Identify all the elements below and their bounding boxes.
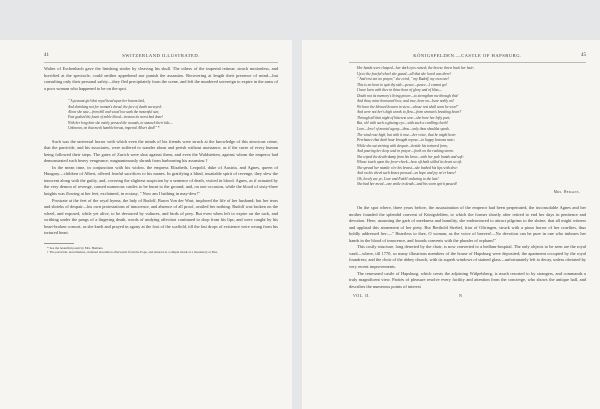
poem-line: " And rest not no prayer," she cried, " my Rudolf, my own one! <box>357 77 450 82</box>
poem-line: Up to the fearful wheel she gazed—all that she loved was there! <box>357 71 452 76</box>
poem-line: Alone she sate—from hill and wood low sank the mournful sun; <box>68 110 160 114</box>
right-poem <box>349 66 586 188</box>
poem-line: While she sat striving with despair—beside his tortured form, <box>357 143 448 148</box>
poem-line: And on his cheek such kisses pressed—as hope and joy ne'er knew! <box>357 171 456 176</box>
right-running-head <box>349 53 586 63</box>
left-paragraph: In the mean time, in conjunction with his widow, the empress Elizabeth, Leopold, duke of Austria, and Agnes, queen of Hungary—children of Albert, offered fearful sacrifices to his manes. In gratifying a blind, insatiable spirit of revenge, they slew the innocent along with the guilty, and, covering the slightest suspicion by a sentence of death, visited in blood. Agnes, as if actuated by the very demon of revenge, caused numerous castles to be burnt to the ground; and, on one occasion, while the blood of sixty-three knights was flowing at her feet, exclaimed, in ecstasy, " Now am I bathing in may-dew!" <box>44 164 278 196</box>
poem-line: And pouring her deep soul in prayer—forth on the rushing storm. <box>357 149 454 154</box>
right-running-title: KÖNIGSFELDEN.—CASTLE OF HAPSBURG. <box>413 53 522 58</box>
footnote-rule <box>44 243 74 244</box>
poem-line: This is no hour to quit thy side—peace—peace—I cannot go! <box>357 82 448 87</box>
poem-line: She had her meed—one smile in death—and his worn spirit passed! <box>357 182 457 187</box>
poem-line: Fast gushed the fount of noble blood—treason its worst had done! <box>68 115 164 120</box>
signature-line <box>349 293 586 300</box>
poem-line: But, oh! with such a glazing eye—with such a curdling cheek! <box>357 121 449 126</box>
footnote: * See the beautiful poem by Mrs. Hemans. <box>47 245 104 250</box>
left-paragraph: Such was the universal horror with which even the minds of his friends were struck at the knowledge of this atrocious crime, that the parricide, and his associates, were suffered to wander about and perish without assistance, as if the curse of every human being followed their steps. The gates of Zurich were shut against them; and even the Waldstetten, against whom the emperor had demonstrated such heavy vengeance, magnanimously shrank from harbouring his assassins.† <box>44 138 278 164</box>
poem-attribution: Mrs. Hemans. <box>553 190 580 195</box>
left-paragraph: Walter of Eschenbach gave the finishing stroke by cleaving his skull. The others of the imperial retinue, struck motionless, and horrified at the spectacle, could neither apprehend nor punish the assassins. Recovering at length their presence of mind—but consulting only their personal safety—they fled precipitately from the scene, and left the murdered sovereign to expire in the arms of a poor woman who happened to be on the spot. <box>44 66 278 91</box>
poem-line: " A peasant girl that royal head upon her bosom laid, <box>68 99 145 104</box>
poem-line: And shrinking not for woman's dread, the face of death surveyed: <box>68 104 162 109</box>
right-paragraph: This costly structure, long deserted by the choir, is now converted to a bedlam-hospital. The only objects to be seen are the royal vault—where, till 1770, so many illustrious members of the house of Hapsburg were deposited; the apartment occupied by the royal foundress; and the choir of the abbey church, with its superb windows of stained glass—unfortunately left to decay, unless obviated by very recent improvements. <box>349 244 586 269</box>
poem-line: We have the blessed heaven in view—whose rest shall soon be won!" <box>357 104 459 109</box>
poem-line: She wiped the death-damp from his brow—with her pale hands and soft: <box>357 154 464 159</box>
footnote: † The parricide, nevertheless, obtained absolution afterwards from the Pope, and entered as a simple monk at a monastery at Pisa. <box>47 250 218 255</box>
gathering-mark: N <box>459 293 463 299</box>
poem-line: And were not her's high words to flow—from woman's breaking heart? <box>357 110 462 115</box>
left-running-title: SWITZERLAND ILLUSTRATED. <box>122 53 200 58</box>
poem-line: Doubt not its memory's living power—to strengthen me through this! <box>357 93 459 98</box>
volume-signature: VOL. II. <box>353 293 371 299</box>
right-page-content <box>349 53 586 409</box>
left-page-number: 41 <box>44 53 49 58</box>
poem-line: Her hands were clasped—her dark eyes raised; the breeze threw back her hair; <box>357 66 475 70</box>
left-page <box>0 40 292 409</box>
poem-line: I have been with thee in thine hour of glory and of bliss— <box>357 88 443 93</box>
poem-line: Through all that night of bitterest woe—she bore her lofty part; <box>357 115 451 120</box>
poem-line: Love—love! of mortal agony—thou—only thou shouldst speak. <box>357 127 450 132</box>
poem-line: The wind rose high, but with it rose—her voice, that he might hear: <box>357 132 457 137</box>
left-running-head <box>44 53 278 63</box>
left-page-content <box>44 53 278 409</box>
poem-line: Perchance that dark hour brought repose—to happy bosoms near; <box>357 138 455 143</box>
poem-line: She spread her mantle o'er his breast—she bathed his lips with dew: <box>357 165 458 170</box>
left-paragraph: Prostrate at the feet of the royal hyena, the lady of Rudolf, Baron Von der Wart, implored the life of her husband; but her tears and shrieks of despair—his own protestations of innocence, and absence of all proof, availed her nothing. Rudolf was broken on the wheel, and exposed, while yet alive, to be devoured by vultures, and birds of prey. But even when left to expire on the rack, and writhing under the pangs of a lingering death, words of undying affection continued to drop from his lips; and were caught by his heart-broken consort, as she knelt and prayed in agony at the foot of the scaffold, till the last drops of existence were wrung from his tortured heart. <box>44 197 278 236</box>
right-page-number: 45 <box>581 53 586 58</box>
poem-line: And thou, mine honoured love, and true, bear on—bear nobly on! <box>357 99 454 104</box>
right-paragraph: The renowned castle of Hapsburg, which crests the adjoining Wülpelsberg, is much resorted to by strangers, and commands a truly magnificent view. Parties of pleasure resolve every facility and attention from the concierge, who shows the antique hall, and describes the numerous points of interest <box>349 270 586 289</box>
right-page <box>302 40 600 409</box>
poem-line: With her long hair she vainly pressed the wounds, to staunch their tide— <box>68 120 173 125</box>
left-poem <box>44 99 278 131</box>
right-paragraph: On the spot where, three years before, the assassination of the emperor had been perpetrated, the inconsolable Agnes and her mother founded the splendid convent of Königsfelden, to which the former shortly after retired to end her days in penitence and devotion. Here, assuming the garb of meekness and humility, she endeavoured to attract pilgrims to the shrine, that all might witness and applaud this atonement of her piety. But Berthold Strebel, friar of Oftringen, struck with a pious horror of her cruelties, thus boldly addressed her:—" Heartless to thee, O woman, as the voice of heaven!—No devotion can be pure in one who imbrues her hands in the blood of innocence, and founds convents with the plunder of orphans!" <box>349 205 586 243</box>
poem-line: Whose touch upon the fever-cheek—how oft hath stilled its heart so oft. <box>357 160 463 165</box>
poem-line: Oh, lovely are ye, Love and Faith! enduring to the last! <box>357 176 439 181</box>
poem-line: Unknown, on that meek humble breast, imperial Albert died!" * <box>68 126 160 131</box>
